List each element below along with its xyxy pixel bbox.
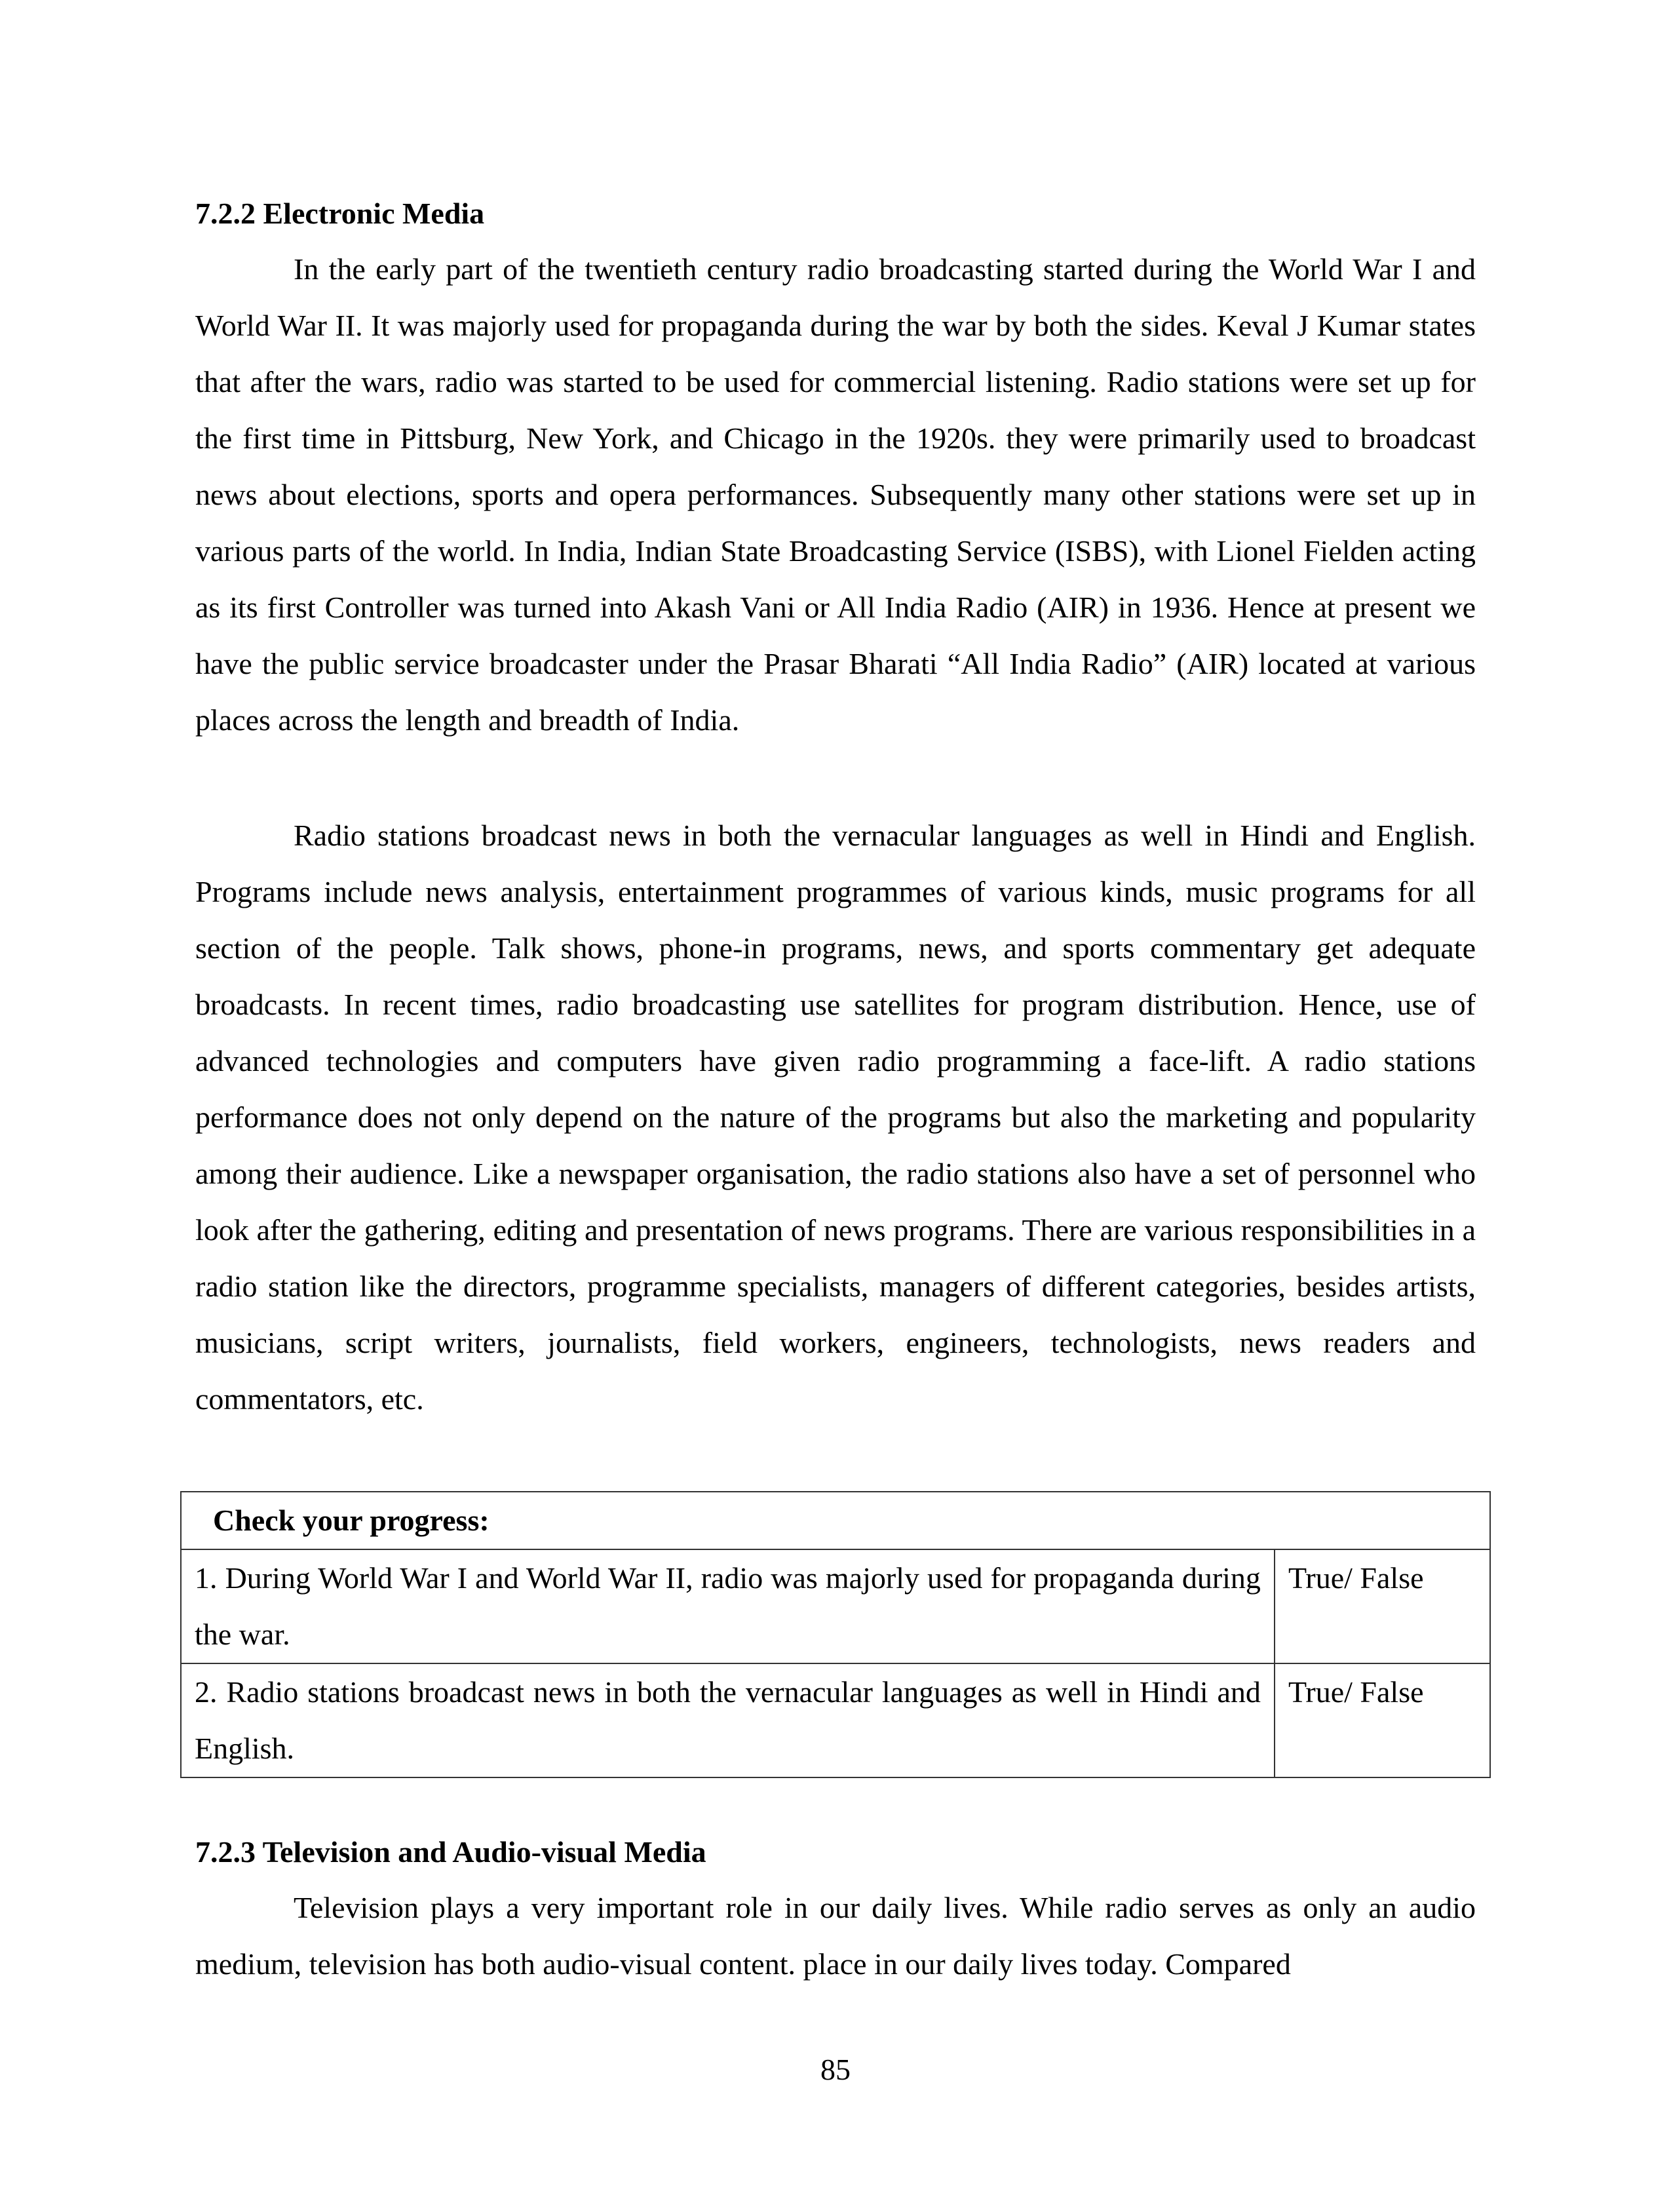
section-heading-electronic-media: 7.2.2 Electronic Media	[195, 197, 485, 230]
page-number: 85	[820, 2053, 851, 2086]
check-your-progress-box	[180, 1491, 1491, 1778]
paragraph-television-intro: Television plays a very important role in our daily lives. While radio serves as only an audio medium, television has both audio-visual content. place in our daily lives today. Compared	[195, 1891, 1476, 1981]
progress-question-row	[181, 1549, 1490, 1663]
progress-question-2: 2. Radio stations broadcast news in both the vernacular languages as well in Hindi and English.	[181, 1663, 1275, 1777]
progress-title-row	[181, 1492, 1490, 1549]
progress-answer-2: True/ False	[1275, 1663, 1490, 1777]
progress-question-row	[181, 1663, 1490, 1777]
paragraph-radio-history: In the early part of the twentieth century radio broadcasting started during the World War I and World War II. It was majorly used for propaganda during the war by both the sides. Keval J Kumar states that after the wars, radio was started to be used for commercial listening. Radio stations were set up for the first time in Pittsburg, New York, and Chicago in the 1920s. they were primarily used to broadcast news about elections, sports and opera performances. Subsequently many other stations were set up in various parts of the world. In India, Indian State Broadcasting Service (ISBS), with Lionel Fielden acting as its first Controller was turned into Akash Vani or All India Radio (AIR) in 1936. Hence at present we have the public service broadcaster under the Prasar Bharati “All India Radio” (AIR) located at various places across the length and breadth of India.	[195, 252, 1476, 737]
progress-title: Check your progress:	[181, 1492, 1490, 1549]
progress-question-1: 1. During World War I and World War II, radio was majorly used for propaganda during the war.	[181, 1549, 1275, 1663]
paragraph-radio-programs: Radio stations broadcast news in both the vernacular languages as well in Hindi and English. Programs include news analysis, entertainment programmes of various kinds, music programs for all section of the people. Talk shows, phone-in programs, news, and sports commentary get adequate broadcasts. In recent times, radio broadcasting use satellites for program distribution. Hence, use of advanced technologies and computers have given radio programming a face-lift. A radio stations performance does not only depend on the nature of the programs but also the marketing and popularity among their audience. Like a newspaper organisation, the radio stations also have a set of personnel who look after the gathering, editing and presentation of news programs. There are various responsibilities in a radio station like the directors, programme specialists, managers of different categories, besides artists, musicians, script writers, journalists, field workers, engineers, technologists, news readers and commentators, etc.	[195, 819, 1476, 1416]
progress-answer-1: True/ False	[1275, 1549, 1490, 1663]
section-heading-television: 7.2.3 Television and Audio-visual Media	[195, 1835, 706, 1869]
